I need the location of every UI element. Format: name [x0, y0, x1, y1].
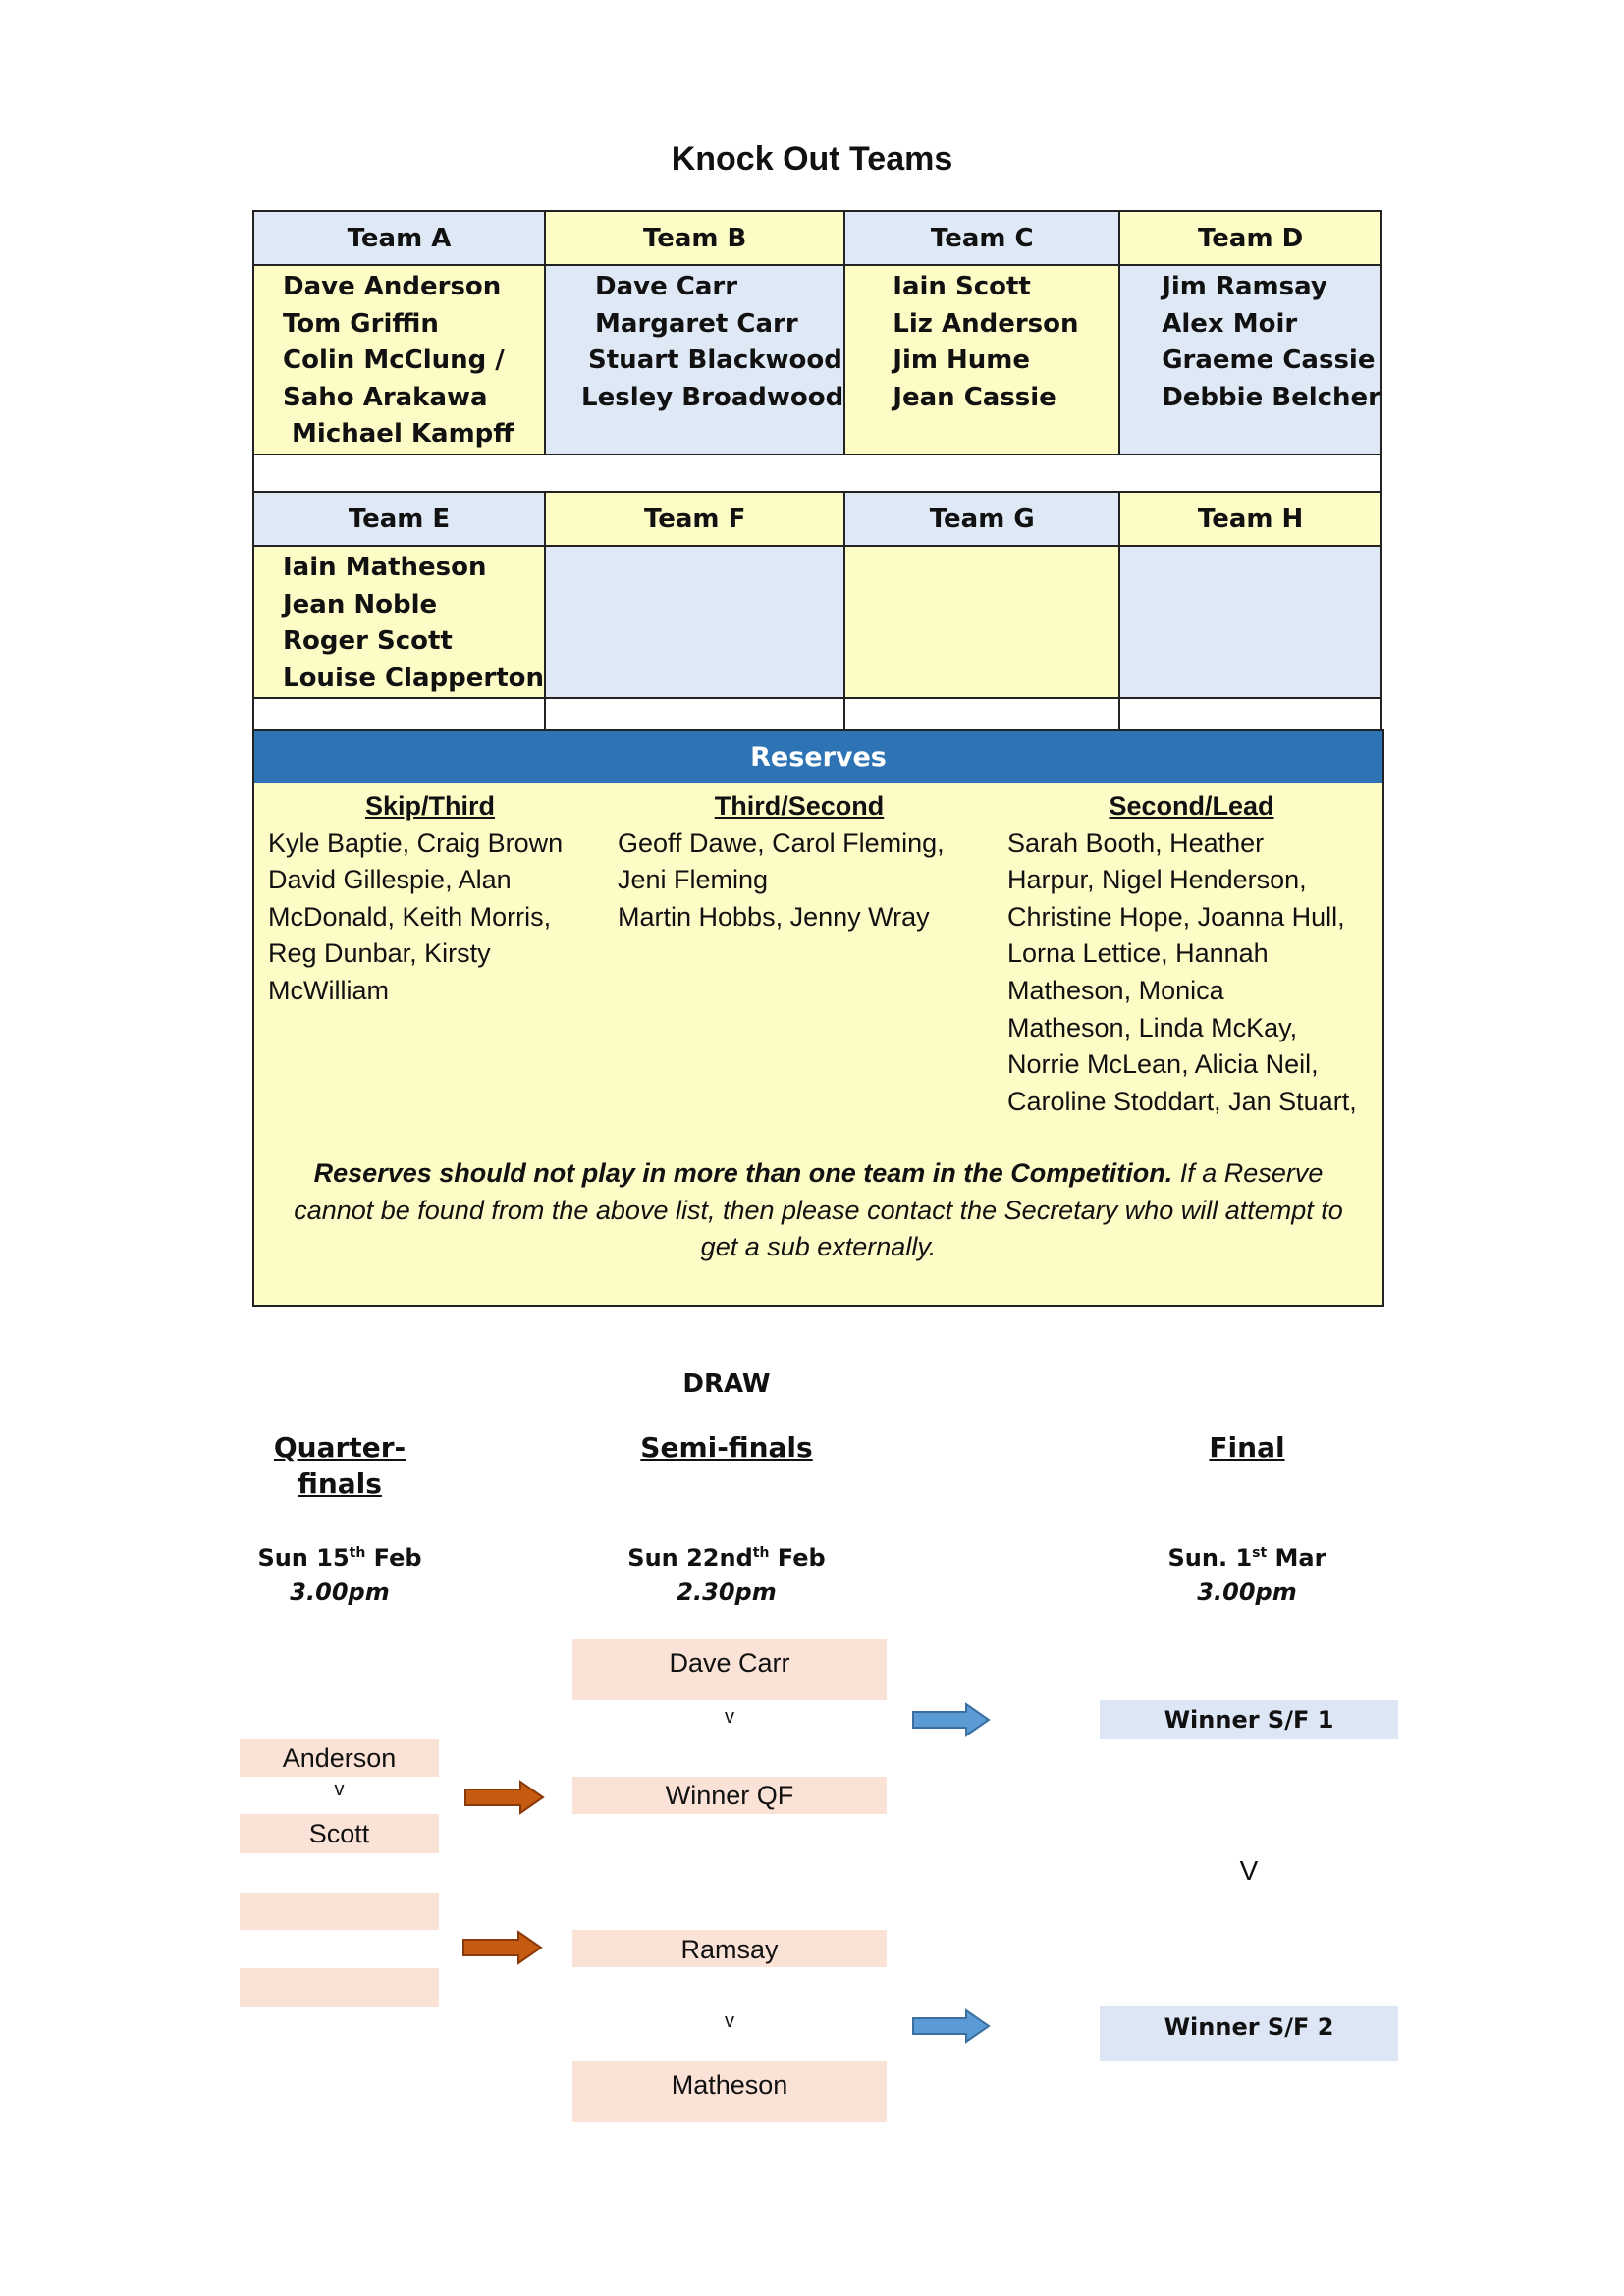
member-name: Jean Cassie — [893, 382, 1056, 412]
team-header: Team G — [844, 492, 1119, 546]
date-sup: th — [349, 1545, 366, 1561]
time-text: 2.30pm — [677, 1578, 777, 1606]
reserves-note — [274, 1155, 1363, 1266]
team-header: Team E — [253, 492, 545, 546]
date-text: Sun. 1 — [1167, 1544, 1253, 1572]
page-title: Knock Out Teams — [671, 140, 953, 178]
member-name: Alex Moir — [1162, 308, 1298, 339]
semi-finals-heading: Semi-finals — [640, 1431, 813, 1464]
member-name: Margaret Carr — [595, 308, 798, 339]
orange-arrow-icon — [461, 1930, 544, 1965]
reserve-line: David Gillespie, Alan — [268, 865, 512, 895]
member-name: Tom Griffin — [283, 308, 439, 339]
reserves-column-third-second — [618, 788, 981, 935]
reserve-line: Christine Hope, Joanna Hull, — [1007, 901, 1345, 932]
quarter-finals-heading — [242, 1429, 438, 1502]
team-header: Team C — [844, 211, 1119, 265]
sf1-team-bottom: Winner QF — [572, 1777, 887, 1814]
date-text: Sun 15 — [257, 1544, 350, 1572]
reserve-line: Kyle Baptie, Craig Brown — [268, 828, 564, 858]
time-text: 3.00pm — [1197, 1578, 1297, 1606]
qf1-team-top: Anderson — [240, 1739, 439, 1777]
reserve-line: Matheson, Monica — [1007, 975, 1224, 1005]
date-sup: th — [752, 1545, 770, 1561]
team-members — [253, 265, 545, 454]
semi-date — [599, 1536, 854, 1610]
final-heading: Final — [1209, 1431, 1285, 1464]
member-name: Colin McClung / — [283, 346, 505, 375]
reserve-line: McDonald, Keith Morris, — [268, 901, 552, 932]
final-team-top: Winner S/F 1 — [1100, 1700, 1398, 1739]
reserve-line: Caroline Stoddart, Jan Stuart, — [1007, 1086, 1357, 1116]
reserve-line: Geoff Dawe, Carol Fleming, — [618, 828, 945, 858]
reserve-line: Jeni Fleming — [618, 865, 769, 895]
member-name: Jim Ramsay — [1162, 272, 1327, 301]
qf2-team-top — [240, 1893, 439, 1930]
team-header: Team A — [253, 211, 545, 265]
reserves-note-bold: Reserves should not play in more than one team in the Competition. — [313, 1158, 1173, 1188]
member-name: Debbie Belcher — [1162, 382, 1380, 412]
team-members-empty — [545, 546, 844, 698]
date-text: Feb — [365, 1544, 422, 1572]
reserves-column-heading: Second/Lead — [1109, 791, 1274, 821]
final-team-bottom: Winner S/F 2 — [1100, 2006, 1398, 2061]
team-members — [1119, 265, 1381, 454]
member-name: Graeme Cassie — [1162, 346, 1376, 375]
team-header: Team B — [545, 211, 844, 265]
quarter-heading-line: Quarter- — [273, 1431, 406, 1464]
blue-arrow-icon — [911, 2008, 992, 2044]
quarter-date — [212, 1536, 467, 1610]
sf1-versus: v — [725, 1706, 734, 1728]
member-name: Dave Anderson — [283, 272, 502, 301]
reserve-line: Norrie McLean, Alicia Neil, — [1007, 1049, 1319, 1080]
table-spacer — [253, 454, 1381, 492]
reserves-panel — [252, 729, 1384, 1307]
member-name: Louise Clapperton — [283, 663, 545, 693]
date-text: Mar — [1267, 1544, 1326, 1572]
team-header: Team H — [1119, 492, 1381, 546]
blue-arrow-icon — [911, 1702, 992, 1737]
reserves-column-heading: Skip/Third — [364, 791, 495, 821]
reserves-column-second-lead — [1007, 788, 1376, 1120]
reserves-title: Reserves — [254, 731, 1382, 783]
reserve-line: Reg Dunbar, Kirsty — [268, 938, 491, 969]
member-name: Iain Scott — [893, 272, 1031, 301]
member-name: Iain Matheson — [283, 553, 487, 582]
reserve-line: Lorna Lettice, Hannah — [1007, 938, 1269, 969]
member-name: Michael Kampff — [283, 419, 514, 449]
team-members-empty — [844, 546, 1119, 698]
team-members — [545, 265, 844, 454]
sf2-team-top: Ramsay — [572, 1930, 887, 1967]
member-name: Stuart Blackwood — [588, 346, 842, 375]
team-members — [844, 265, 1119, 454]
member-name: Saho Arakawa — [283, 382, 488, 412]
qf1-team-bottom: Scott — [240, 1814, 439, 1853]
reserve-line: Martin Hobbs, Jenny Wray — [618, 901, 930, 932]
sf1-team-top: Dave Carr — [572, 1639, 887, 1700]
draw-heading: DRAW — [682, 1369, 771, 1399]
final-date — [1119, 1536, 1375, 1610]
final-versus: V — [1239, 1855, 1259, 1886]
reserves-column-heading: Third/Second — [714, 791, 885, 821]
quarter-heading-line: finals — [298, 1468, 382, 1500]
reserves-column-skip-third — [268, 788, 592, 1010]
member-name: Liz Anderson — [893, 308, 1079, 339]
date-text: Sun 22nd — [627, 1544, 753, 1572]
team-members-empty — [1119, 546, 1381, 698]
member-name: Jim Hume — [893, 346, 1031, 375]
qf2-team-bottom — [240, 1968, 439, 2007]
team-header: Team D — [1119, 211, 1381, 265]
sf2-team-bottom: Matheson — [572, 2061, 887, 2122]
qf1-versus: v — [334, 1779, 345, 1800]
sf2-versus: v — [725, 2010, 734, 2032]
team-header: Team F — [545, 492, 844, 546]
teams-table — [252, 210, 1382, 738]
orange-arrow-icon — [463, 1780, 546, 1815]
reserve-line: Sarah Booth, Heather — [1007, 828, 1265, 858]
reserves-note-text: If a Reserve cannot be found from the above list, then please contact the Secretary who will attempt to get a sub externally. — [294, 1158, 1343, 1262]
member-name: Dave Carr — [595, 272, 738, 301]
member-name: Roger Scott — [283, 626, 453, 656]
reserve-line: Matheson, Linda McKay, — [1007, 1012, 1298, 1042]
member-name: Jean Noble — [283, 589, 438, 619]
team-members — [253, 546, 545, 698]
reserve-line: McWilliam — [268, 975, 389, 1005]
time-text: 3.00pm — [290, 1578, 390, 1606]
date-sup: st — [1252, 1545, 1268, 1561]
member-name: Lesley Broadwood — [581, 382, 844, 412]
date-text: Feb — [769, 1544, 826, 1572]
reserve-line: Harpur, Nigel Henderson, — [1007, 865, 1307, 895]
